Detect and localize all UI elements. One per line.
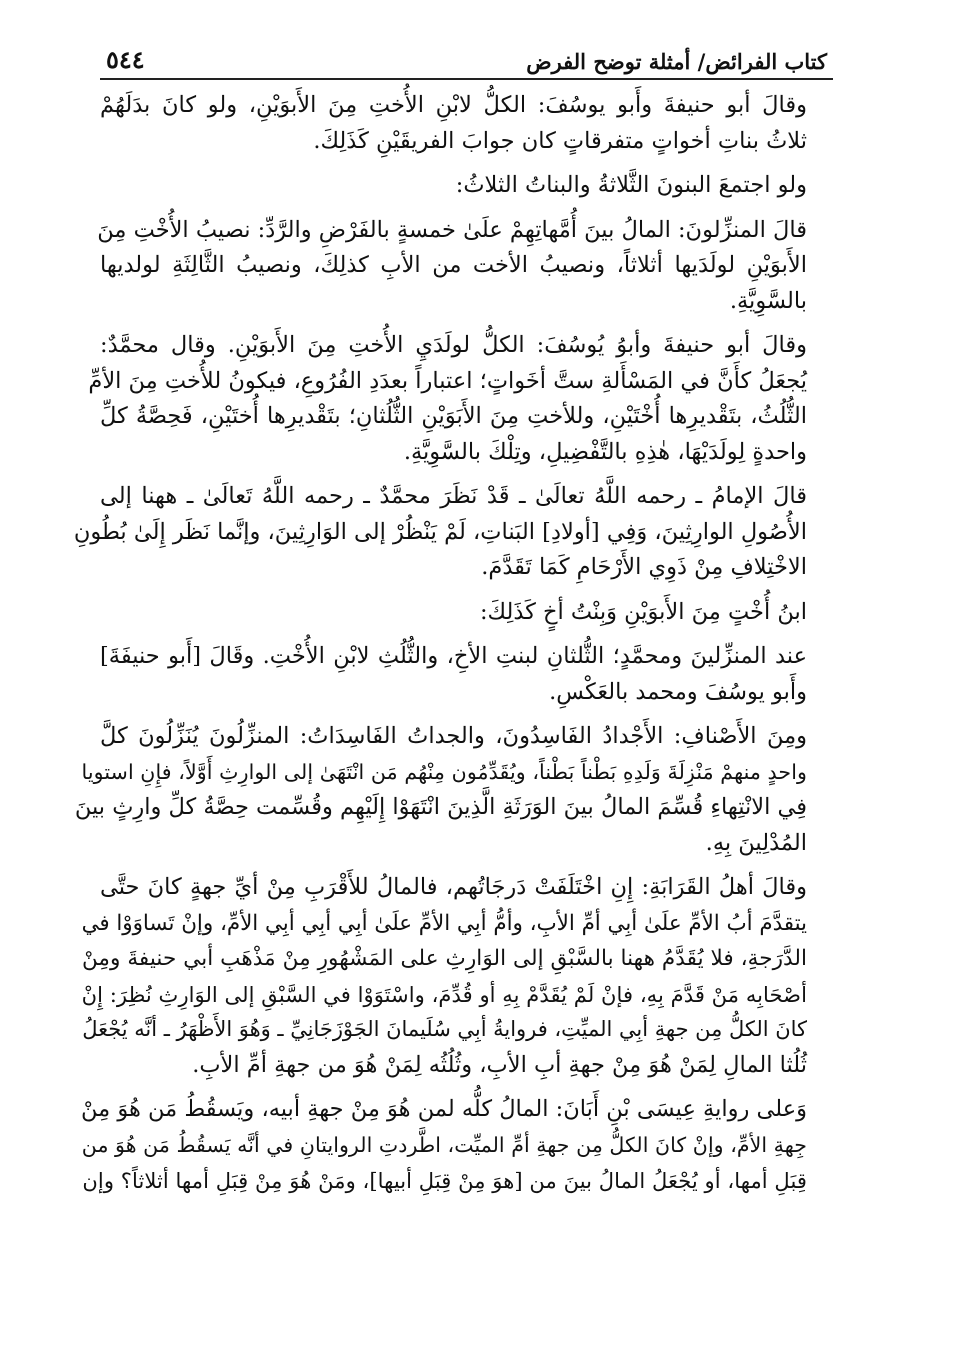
paragraph [73, 479, 833, 586]
paragraph [81, 870, 833, 1083]
text-line: الاخْتِلافِ مِنْ ذَوِي الأَرْحَامِ كَمَا تَقَدَّمَ. [481, 554, 807, 580]
paragraph [74, 719, 833, 861]
paragraph [88, 328, 833, 470]
text-line: الثُّلُثُ، بتَقْديرِها أُخْتَيْنِ، وللأختِ مِنَ الأَبَوَيْنِ الثُّلُثانِ؛ بتَقْديرِها أُختَيْنِ، فَحِصَّةُ كلِّ [100, 403, 807, 429]
paragraph [100, 595, 833, 631]
text-line: ثُلُثا المالِ لِمَنْ هُوَ مِنْ جهةِ أبِ الأبِ، وثُلُثُه لِمَنْ هُوَ من جهةِ أمِّ الأبِ. [192, 1051, 807, 1078]
paragraph [97, 213, 833, 320]
running-header [100, 32, 833, 80]
text-line: قِبَلِ أمها، أو يُجْعَلُ المالُ بينَ من [هوَ مِنْ قِبَلِ أبيها]، ومَنْ هُوَ مِنْ قِبَلِ أمها أثلاثاً؟ وإن [82, 1168, 807, 1193]
text-line: ومِنَ الأَصْنافِ: الأَجْدادُ الفَاسِدُونَ، والجداتُ الفَاسِدَاتُ: المنزِّلُونَ يُنَزِّلُونَ كلَّ [100, 723, 807, 749]
text-line: المُدْلِينَ بِهِ. [705, 829, 807, 856]
page-number: ٥٤٤ [106, 45, 145, 74]
text-line: بالسَّوِيَّةِ. [729, 287, 807, 314]
text-line: قالَ الإمامُ ـ رحمه اللَّهُ تعالَىٰ ـ قَدْ نَظَرَ محمَّدٌ ـ رحمه اللَّهُ تَعالَىٰ ـ ههنا إلى [100, 483, 807, 509]
text-line: يتقدَّمَ أبُ الأمِّ علَىٰ أبِي أمِّ الأبِ، وأمُّ أبِي الأمِّ علَىٰ أبِي أبِي أبِي الأمِّ، وإنْ تَساوَوْا في [81, 910, 807, 936]
text-line: وأَبو يوسُفَ ومحمد بالعَكْسِ. [549, 678, 807, 705]
text-line: واحدٍ منهمْ مَنْزِلَةَ وَلَدِهِ بَطْناً بَطْناً، ويُقَدِّمُون مِنْهُم مَن انْتَهَىٰ إلى الوارِثِ أَوَّلاً، فإِنِ استويا [81, 759, 807, 784]
text-line: ابنُ أُخْتٍ مِنَ الأَبوَيْنِ وَبِنْتُ أخٍ كَذَلِكَ: [479, 598, 807, 625]
text-line: وَعلى روايةِ عِيسَى بْنِ أَبَانَ: المالُ كلُّه لمن هُوَ مِنْ جهةِ أبيه، ويَسقُطُ مَن هُوَ مِنْ [81, 1096, 807, 1122]
text-line: الدَّرَجةِ، فلا يُقَدَّمُ ههنا بالسَّبْقِ إلى الوَارِثِ على المَشْهُورِ مِنْ مَذْهَبِ أبي حنيفةَ ومِنْ [81, 946, 807, 971]
paragraph [100, 88, 833, 159]
text-line: الأَبوَيْنِ لولَدَيها أثلاثاً، ونصيبُ الأخت من الأبِ كذلِكَ، ونصيبُ الثَّالِثَةِ لولديها [100, 252, 807, 278]
text-line: وقالَ أهلُ القَرَابَةِ: إِنِ اخْتَلَفَتْ دَرجَاتُهم، فالمالُ للأَقْرَبِ مِنْ أيِّ جهةٍ كانَ حتَّى [100, 874, 807, 900]
page-body [73, 80, 833, 1199]
text-line: ثلاثُ بناتِ أخواتٍ متفرقاتٍ كان جوابَ الفريقَيْنِ كَذَلِكَ. [313, 127, 807, 154]
text-line: يُجعَلُ كأَنَّ في المَسْأَلةِ ستَّ أخَواتٍ؛ اعتباراً بعدَدِ الفُرُوعِ، فيكونُ للأُختِ مِنَ الأمِّ [88, 367, 807, 394]
text-line: جِهةِ الأمِّ، وإنْ كانَ الكلُّ مِن جهةِ أمِّ الميِّت، اطَّردتِ الروايتانِ في أنَّه يَسقُطُ مَن هُوَ من [81, 1132, 807, 1157]
text-line: واحدةٍ لِولَدَيْهَا، هٰذِهِ بالتَّفْضِيلِ، وتِلْكَ بالسَّوِيَّةِ. [403, 438, 807, 465]
text-line: الأُصُولِ الوارِثِينَ، وَفِي [أولادِ] البَناتِ، لَمْ يَنْظُرْ إلى الوَارِثِينَ، وإنَّما نَظَر إِلَىٰ بُطُونِ [73, 518, 807, 545]
text-line: وقالَ أبو حنيفةَ وأَبو يوسُفَ: الكلُّ لابْنِ الأُختِ مِنَ الأَبوَيْنِ، ولو كانَ بدَلَهُمْ [100, 92, 807, 118]
text-line: ولو اجتمعَ البنونَ الثَّلاثةُ والبناتُ الثلاثُ: [455, 172, 807, 198]
text-line: كانَ الكلُّ مِن جهةِ أبِي الميِّتِ، فروايةُ أبِي سُلَيمانَ الجَوْزَجَانِيِّ ـ وَهُوَ الأَظْهَرُ ـ أنَّه يُجْعَلُ [82, 1017, 807, 1041]
paragraph [81, 1092, 833, 1199]
paragraph [100, 168, 833, 204]
paragraph [100, 639, 833, 710]
header-title: كتاب الفرائض/ أمثلة توضح الفرض [526, 49, 827, 74]
text-line: عند المنزِّلينَ ومحمَّدٍ؛ الثُّلثانِ لبنتِ الأخِ، والثُّلُثِ لابْنِ الأُخْتِ. وقَالَ [أَبو حنيفَةَ] [100, 643, 807, 669]
text-line: قالَ المنزِّلونَ: المالُ بينَ أُمَّهاتِهِمْ علَىٰ خمسةٍ بالفَرْضِ والرَّدِّ: نصيبُ الأُخْتِ مِنَ [97, 216, 807, 243]
text-line: أصْحَابِه مَنْ قَدَّمَ بِهِ، فإنْ لَمْ يُقَدَّمْ بِهِ أو قُدِّمَ، واسْتَوَوْا في السَّبْقِ إلى الوَارِثِ نُظِرَ: إِنْ [81, 981, 807, 1007]
text-line: فِي الانْتِهاءِ قُسِّمَ المالُ بينَ الوَرَثَةِ الَّذِينَ انْتَهَوْا إِلَيْهِم وقُسِّمت حِصَّةُ كلِّ وارِثٍ بينَ [74, 794, 807, 820]
text-line: وقالَ أبو حنيفةَ وأبوُ يُوسُفَ: الكلُّ لولَدَيِ الأُختِ مِنَ الأَبوَيْنِ. وقال محمَّدٌ: [100, 332, 807, 358]
